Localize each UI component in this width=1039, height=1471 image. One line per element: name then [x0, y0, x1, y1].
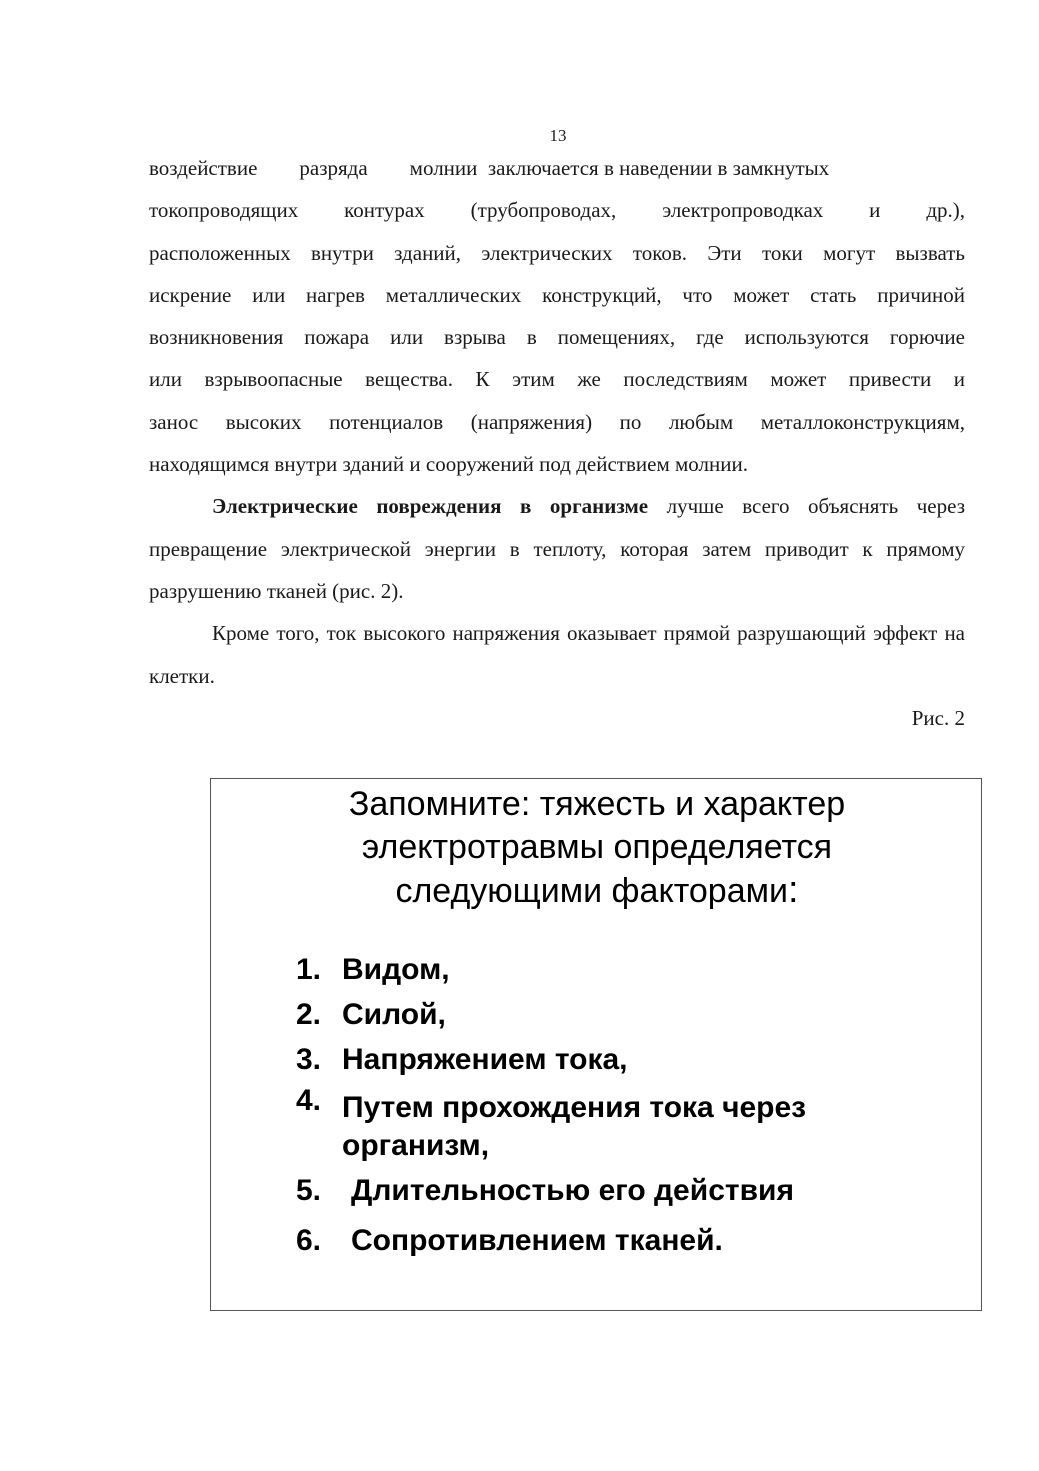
item-number: 6.	[296, 1224, 322, 1257]
heading-line	[211, 869, 983, 913]
text-line: возникновения пожара или взрыва в помещениях, где используются горючие	[149, 325, 965, 350]
item-text: Напряжением тока,	[342, 1043, 628, 1076]
item-text: Длительностью его действия	[351, 1174, 794, 1207]
heading-text: следующими факторами	[395, 872, 788, 910]
heading-line: Запомните: тяжесть и характер	[348, 785, 846, 823]
item-text: Видом,	[342, 953, 450, 986]
item-number: 1.	[296, 953, 322, 986]
text-line: расположенных внутри зданий, электрических токов. Эти токи могут вызвать	[149, 240, 965, 265]
text-line: или взрывоопасные вещества. К этим же последствиям может привести и	[149, 367, 965, 392]
text-line: воздействие разряда молнии заключается в наведении в замкнутых	[149, 156, 830, 180]
paragraph-lightning-effects	[149, 147, 965, 485]
item-number: 3.	[296, 1043, 322, 1076]
paragraph-electrical-injuries	[149, 485, 965, 612]
figure-heading	[211, 783, 983, 913]
list-item	[296, 947, 886, 992]
item-text: Сопротивлением тканей.	[351, 1224, 723, 1257]
text-line: находящимся внутри зданий и сооружений под действием молнии.	[149, 452, 748, 477]
list-item	[296, 1082, 886, 1166]
text-line: токопроводящих контурах (трубопроводах, электропроводках и др.),	[149, 198, 965, 223]
list-item	[296, 1216, 886, 1266]
item-number: 2.	[296, 998, 322, 1031]
body-text	[149, 147, 965, 739]
paragraph-text: лучше всего объяснять через превращение электрической энергии в теплоту, которая затем приводит к прямому разрушению тканей (рис. 2).	[149, 494, 965, 603]
figure-caption: Рис. 2	[911, 705, 965, 730]
paragraph-high-voltage: Кроме того, ток высокого напряжения оказывает прямой разрушающий эффект на клетки.	[149, 621, 965, 688]
factors-list	[296, 947, 886, 1266]
page-number: 13	[549, 126, 567, 145]
list-item	[296, 1037, 886, 1082]
text-line: искрение или нагрев металлических конструкций, что может стать причиной	[149, 282, 965, 307]
list-item	[296, 992, 886, 1037]
item-number: 5.	[296, 1174, 322, 1207]
item-text: Силой,	[342, 998, 446, 1031]
item-text: Путем прохождения тока через организм,	[342, 1091, 807, 1162]
text-line: занос высоких потенциалов (напряжения) по любым металлоконструкциям,	[149, 409, 965, 434]
heading-line: электротравмы определяется	[361, 828, 833, 866]
heading-colon: :	[787, 869, 799, 911]
bold-term: Электрические повреждения в организме	[212, 494, 649, 519]
list-item	[296, 1166, 886, 1216]
item-number: 4.	[296, 1084, 322, 1117]
